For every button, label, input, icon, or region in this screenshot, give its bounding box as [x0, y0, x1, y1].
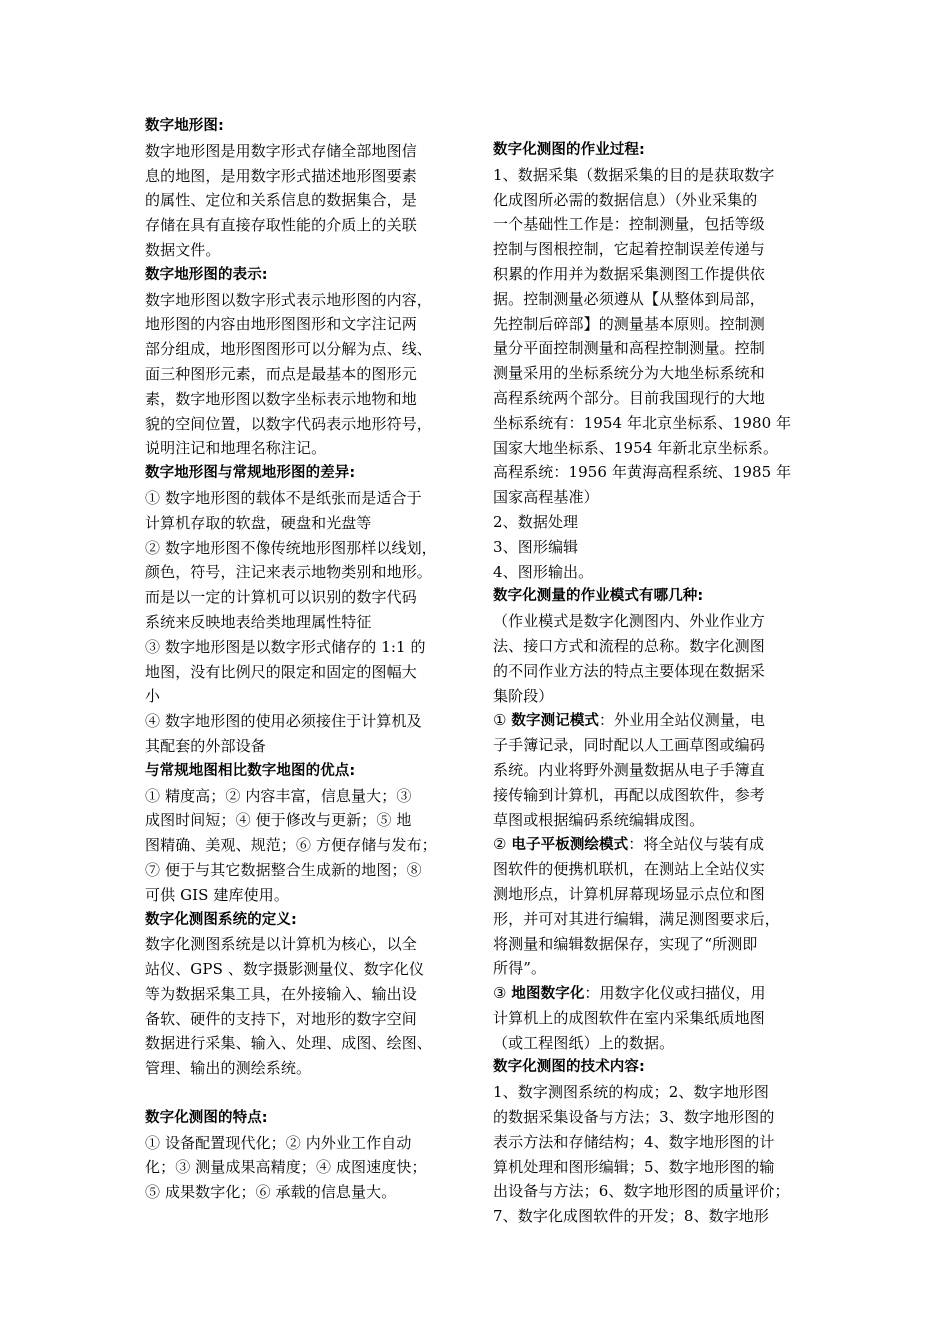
- left-text-line: 颜色，符号，注记来表示地物类别和地形。: [145, 563, 432, 582]
- right-text-line: 1、数据采集（数据采集的目的是获取数字: [493, 165, 775, 184]
- right-text-line: 坐标系统有：1954 年北京坐标系、1980 年: [493, 413, 792, 432]
- left-text-line: ③ 数字地形图是以数字形式储存的 1:1 的: [145, 637, 426, 656]
- right-text-line: 将测量和编辑数据保存，实现了“所测即: [493, 934, 758, 953]
- left-text-line: 面三种图形元素，而点是最基本的图形元: [145, 364, 417, 383]
- left-text-line: 数据进行采集、输入、处理、成图、绘图、: [145, 1034, 432, 1053]
- left-text-line: 站仪、GPS 、数字摄影测量仪、数字化仪: [145, 960, 425, 979]
- left-heading: 数字地形图的表示:: [145, 266, 268, 283]
- list-marker: ①: [493, 711, 512, 730]
- right-column: [493, 138, 818, 1229]
- right-text-line: 的不同作业方法的特点主要体现在数据采: [493, 661, 765, 680]
- right-text-line: 表示方法和存储结构；4、数字地形图的计: [493, 1132, 775, 1151]
- left-text-line: ④ 数字地形图的使用必须接住于计算机及: [145, 712, 422, 731]
- right-text-line: 3、图形编辑: [493, 537, 579, 556]
- right-heading: 数字化测图的作业过程:: [493, 142, 645, 158]
- left-text-line: 化；③ 测量成果高精度；④ 成图速度快；: [145, 1158, 427, 1177]
- right-text-line: 国家大地坐标系、1954 年新北京坐标系。: [493, 438, 779, 457]
- right-text-line: 测地形点，计算机屏幕现场显示点位和图: [493, 884, 765, 903]
- left-heading: 数字地形图与常规地形图的差异:: [145, 465, 356, 482]
- left-text-line: ② 数字地形图不像传统地形图那样以线划，: [145, 538, 437, 557]
- left-text-line: 地图，没有比例尺的限定和固定的图幅大: [145, 662, 417, 681]
- left-text-line: ① 数字地形图的载体不是纸张而是适合于: [145, 488, 422, 507]
- right-text-line: 4、图形输出。: [493, 562, 594, 581]
- right-text-line: 出设备与方法；6、数字地形图的质量评价；: [493, 1182, 790, 1201]
- right-text-line: 一个基础性工作是：控制测量，包括等级: [493, 215, 765, 234]
- right-text-line: 国家高程基准）: [493, 488, 599, 507]
- right-text-line: 化成图所必需的数据信息）（外业采集的: [493, 190, 758, 209]
- right-text-line: 据。控制测量必须遵从【从整体到局部，: [493, 289, 765, 308]
- mode-name: 数字测记模式: [511, 713, 600, 730]
- right-text-line: 2、数据处理: [493, 512, 579, 531]
- left-text-line: 存储在具有直接存取性能的介质上的关联: [145, 216, 417, 235]
- left-text-line: 可供 GIS 建库使用。: [145, 885, 289, 904]
- right-text-line: 接传输到计算机，再配以成图软件，参考: [493, 785, 765, 804]
- left-text-line: 备软、硬件的支持下，对地形的数字空间: [145, 1009, 417, 1028]
- right-text-line: 算机处理和图形编辑；5、数字地形图的输: [493, 1157, 775, 1176]
- mode-description: ：用数字化仪或扫描仪，用: [584, 984, 766, 1003]
- left-text-line: ① 精度高；② 内容丰富，信息量大；③: [145, 786, 412, 805]
- list-marker: ②: [493, 835, 512, 854]
- right-text-line: 子手簿记录，同时配以人工画草图或编码: [493, 736, 765, 755]
- left-text-line: 小: [145, 687, 161, 706]
- right-text-line: [493, 832, 818, 857]
- left-text-line: 其配套的外部设备: [145, 736, 266, 755]
- left-text-line: 说明注记和地理名称注记。: [145, 439, 327, 458]
- right-text-line: [493, 708, 818, 733]
- right-text-line: 高程系统：1956 年黄海高程系统、1985 年: [493, 463, 792, 482]
- mode-description: ：外业用全站仪测量，电: [599, 711, 766, 730]
- right-text-line: 高程系统两个部分。目前我国现行的大地: [493, 388, 765, 407]
- left-text-line: 地形图的内容由地形图图形和文字注记两: [145, 315, 417, 334]
- right-text-line: （作业模式是数字化测图内、外业作业方: [493, 612, 765, 631]
- right-heading: 数字化测量的作业模式有哪几种:: [493, 588, 704, 605]
- left-blank-line: [145, 1081, 470, 1106]
- left-text-line: 等为数据采集工具，在外接输入、输出设: [145, 984, 417, 1003]
- right-text-line: 形，并可对其进行编辑，满足测图要求后，: [493, 909, 780, 928]
- left-heading: 数字化测图的特点:: [145, 1109, 268, 1126]
- right-text-line: 图软件的便携机联机，在测站上全站仪实: [493, 860, 765, 879]
- left-text-line: 部分组成，地形图图形可以分解为点、线、: [145, 340, 432, 359]
- right-text-line: 测量采用的坐标系统分为大地坐标系统和: [493, 364, 765, 383]
- left-text-line: 系统来反映地表给类地理属性特征: [145, 612, 372, 631]
- right-heading: 数字化测图的技术内容:: [493, 1059, 645, 1076]
- right-text-line: 集阶段）: [493, 686, 554, 705]
- left-text-line: 而是以一定的计算机可以识别的数字代码: [145, 588, 417, 607]
- left-heading: 数字地形图:: [145, 118, 224, 134]
- left-text-line: 数字地形图以数字形式表示地形图的内容，: [145, 290, 432, 309]
- right-text-line: 7、数字化成图软件的开发；8、数字地形: [493, 1207, 769, 1226]
- left-text-line: 管理、输出的测绘系统。: [145, 1059, 312, 1078]
- right-text-line: 计算机上的成图软件在室内采集纸质地图: [493, 1008, 765, 1027]
- mode-name: 电子平板测绘模式: [511, 837, 629, 854]
- left-column: [145, 114, 470, 1205]
- left-text-line: 素，数字地形图以数字坐标表示地物和地: [145, 389, 417, 408]
- right-text-line: 草图或根据编码系统编辑成图。: [493, 810, 705, 829]
- left-text-line: 成图时间短；④ 便于修改与更新；⑤ 地: [145, 811, 412, 830]
- left-text-line: 计算机存取的软盘，硬盘和光盘等: [145, 513, 372, 532]
- left-text-line: ⑤ 成果数字化；⑥ 承载的信息量大。: [145, 1183, 397, 1202]
- right-text-line: 的数据采集设备与方法；3、数字地形图的: [493, 1108, 775, 1127]
- left-text-line: 数据文件。: [145, 240, 221, 259]
- left-text-line: 息的地图，是用数字形式描述地形图要素: [145, 166, 417, 185]
- list-marker: ③: [493, 984, 512, 1003]
- left-text-line: ① 设备配置现代化；② 内外业工作自动: [145, 1133, 412, 1152]
- right-text-line: 量分平面控制测量和高程控制测量。控制: [493, 339, 765, 358]
- left-text-line: 貌的空间位置，以数字代码表示地形符号，: [145, 414, 432, 433]
- left-text-line: 图精确、美观、规范；⑥ 方便存储与发布；: [145, 836, 437, 855]
- right-text-line: 法、接口方式和流程的总称。数字化测图: [493, 636, 765, 655]
- left-heading: 数字化测图系统的定义:: [145, 911, 297, 928]
- right-text-line: 所得”。: [493, 959, 547, 978]
- right-text-line: 系统。内业将野外测量数据从电子手簿直: [493, 760, 765, 779]
- mode-name: 地图数字化: [511, 986, 585, 1003]
- right-text-line: 控制与图根控制，它起着控制误差传递与: [493, 240, 765, 259]
- left-heading: 与常规地图相比数字地图的优点:: [145, 762, 356, 779]
- left-text-line: 的属性、定位和关系信息的数据集合，是: [145, 191, 417, 210]
- left-text-line: 数字地形图是用数字形式存储全部地图信: [145, 141, 417, 160]
- mode-description: ：将全站仪与装有成: [628, 835, 765, 854]
- left-text-line: 数字化测图系统是以计算机为核心，以全: [145, 935, 417, 954]
- right-text-line: 1、数字测图系统的构成；2、数字地形图: [493, 1083, 769, 1102]
- right-text-line: [493, 981, 818, 1006]
- right-text-line: （或工程图纸）上的数据。: [493, 1033, 675, 1052]
- right-text-line: 积累的作用并为数据采集测图工作提供依: [493, 264, 765, 283]
- left-text-line: ⑦ 便于与其它数据整合生成新的地图；⑧: [145, 860, 422, 879]
- right-text-line: 先控制后碎部】的测量基本原则。控制测: [493, 314, 765, 333]
